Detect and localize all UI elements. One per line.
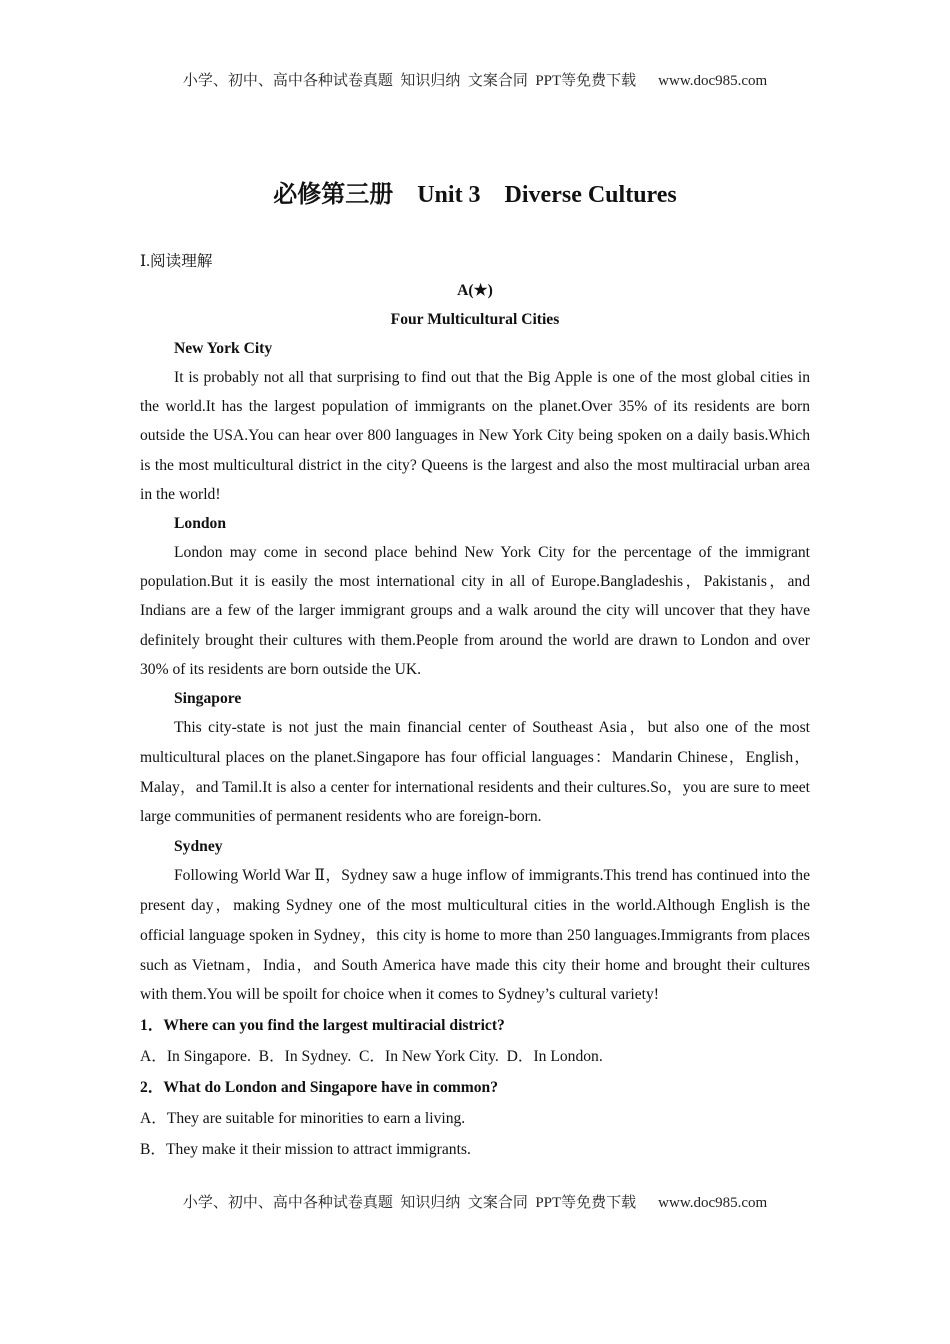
header-site[interactable]: www.doc985.com — [658, 73, 768, 89]
city-heading-london: London — [174, 515, 227, 533]
footer-text: 小学、初中、高中各种试卷真题 知识归纳 文案合同 PPT等免费下载 — [182, 1195, 637, 1211]
header-text: 小学、初中、高中各种试卷真题 知识归纳 文案合同 PPT等免费下载 — [182, 73, 637, 89]
question-1-options: A．In Singapore. B．In Sydney. C．In New York City. D．In London. — [140, 1048, 603, 1066]
document-body — [140, 248, 810, 1165]
page-header — [0, 69, 950, 90]
city-heading-new-york: New York City — [174, 340, 273, 357]
city-paragraph-sydney: Following World War Ⅱ，Sydney saw a huge inflow of immigrants.This trend has continued into the present day，making Sydney one of the most multicultural cities in the world.Although English is the official language spoken in Sydney，this city is home to more than 250 languages.Immigrants from places such as Vietnam，India，and South America have made this city their home and brought their cultures with them.You will be spoilt for choice when it comes to Sydney’s cultural variety! — [140, 867, 810, 1004]
question-2-option-a: A．They are suitable for minorities to earn a living. — [140, 1110, 466, 1128]
section-label: Ⅰ.阅读理解 — [140, 253, 213, 270]
city-heading-singapore: Singapore — [174, 690, 242, 708]
footer-site[interactable]: www.doc985.com — [658, 1195, 768, 1211]
city-paragraph-new-york: It is probably not all that surprising to find out that the Big Apple is one of the most global cities in the world.It has the largest population of immigrants on the planet.Over 35% of its residents are born outside the USA.You can hear over 800 languages in New York City being spoken on a daily basis.Which is the most multicultural district in the city? Queens is the largest and also the most multiracial urban area in the world! — [140, 369, 810, 503]
question-2-option-b: B．They make it their mission to attract immigrants. — [140, 1141, 471, 1159]
question-2-stem: 2．What do London and Singapore have in common? — [140, 1079, 499, 1097]
city-paragraph-london: London may come in second place behind New York City for the percentage of the immigrant population.But it is easily the most international city in all of Europe.Bangladeshis，Pakistanis，and Indians are a few of the larger immigrant groups and a walk around the city will uncover that they have definitely brought their cultures with them.People from around the world are drawn to London and over 30% of its residents are born outside the UK. — [140, 544, 810, 678]
question-1-stem: 1．Where can you find the largest multiracial district? — [140, 1017, 505, 1035]
passage-title: Four Multicultural Cities — [390, 311, 560, 328]
city-paragraph-singapore: This city-state is not just the main financial center of Southeast Asia，but also one of the most multicultural places on the planet.Singapore has four official languages：Mandarin Chinese，English，Malay，and Tamil.It is also a center for international residents and their cultures.So，you are sure to meet large communities of permanent residents who are foreign-born. — [140, 719, 810, 826]
passage-label: A(★) — [457, 282, 493, 299]
city-heading-sydney: Sydney — [174, 838, 223, 856]
page-title: 必修第三册 Unit 3 Diverse Cultures — [273, 182, 677, 208]
page-footer — [0, 1191, 950, 1212]
